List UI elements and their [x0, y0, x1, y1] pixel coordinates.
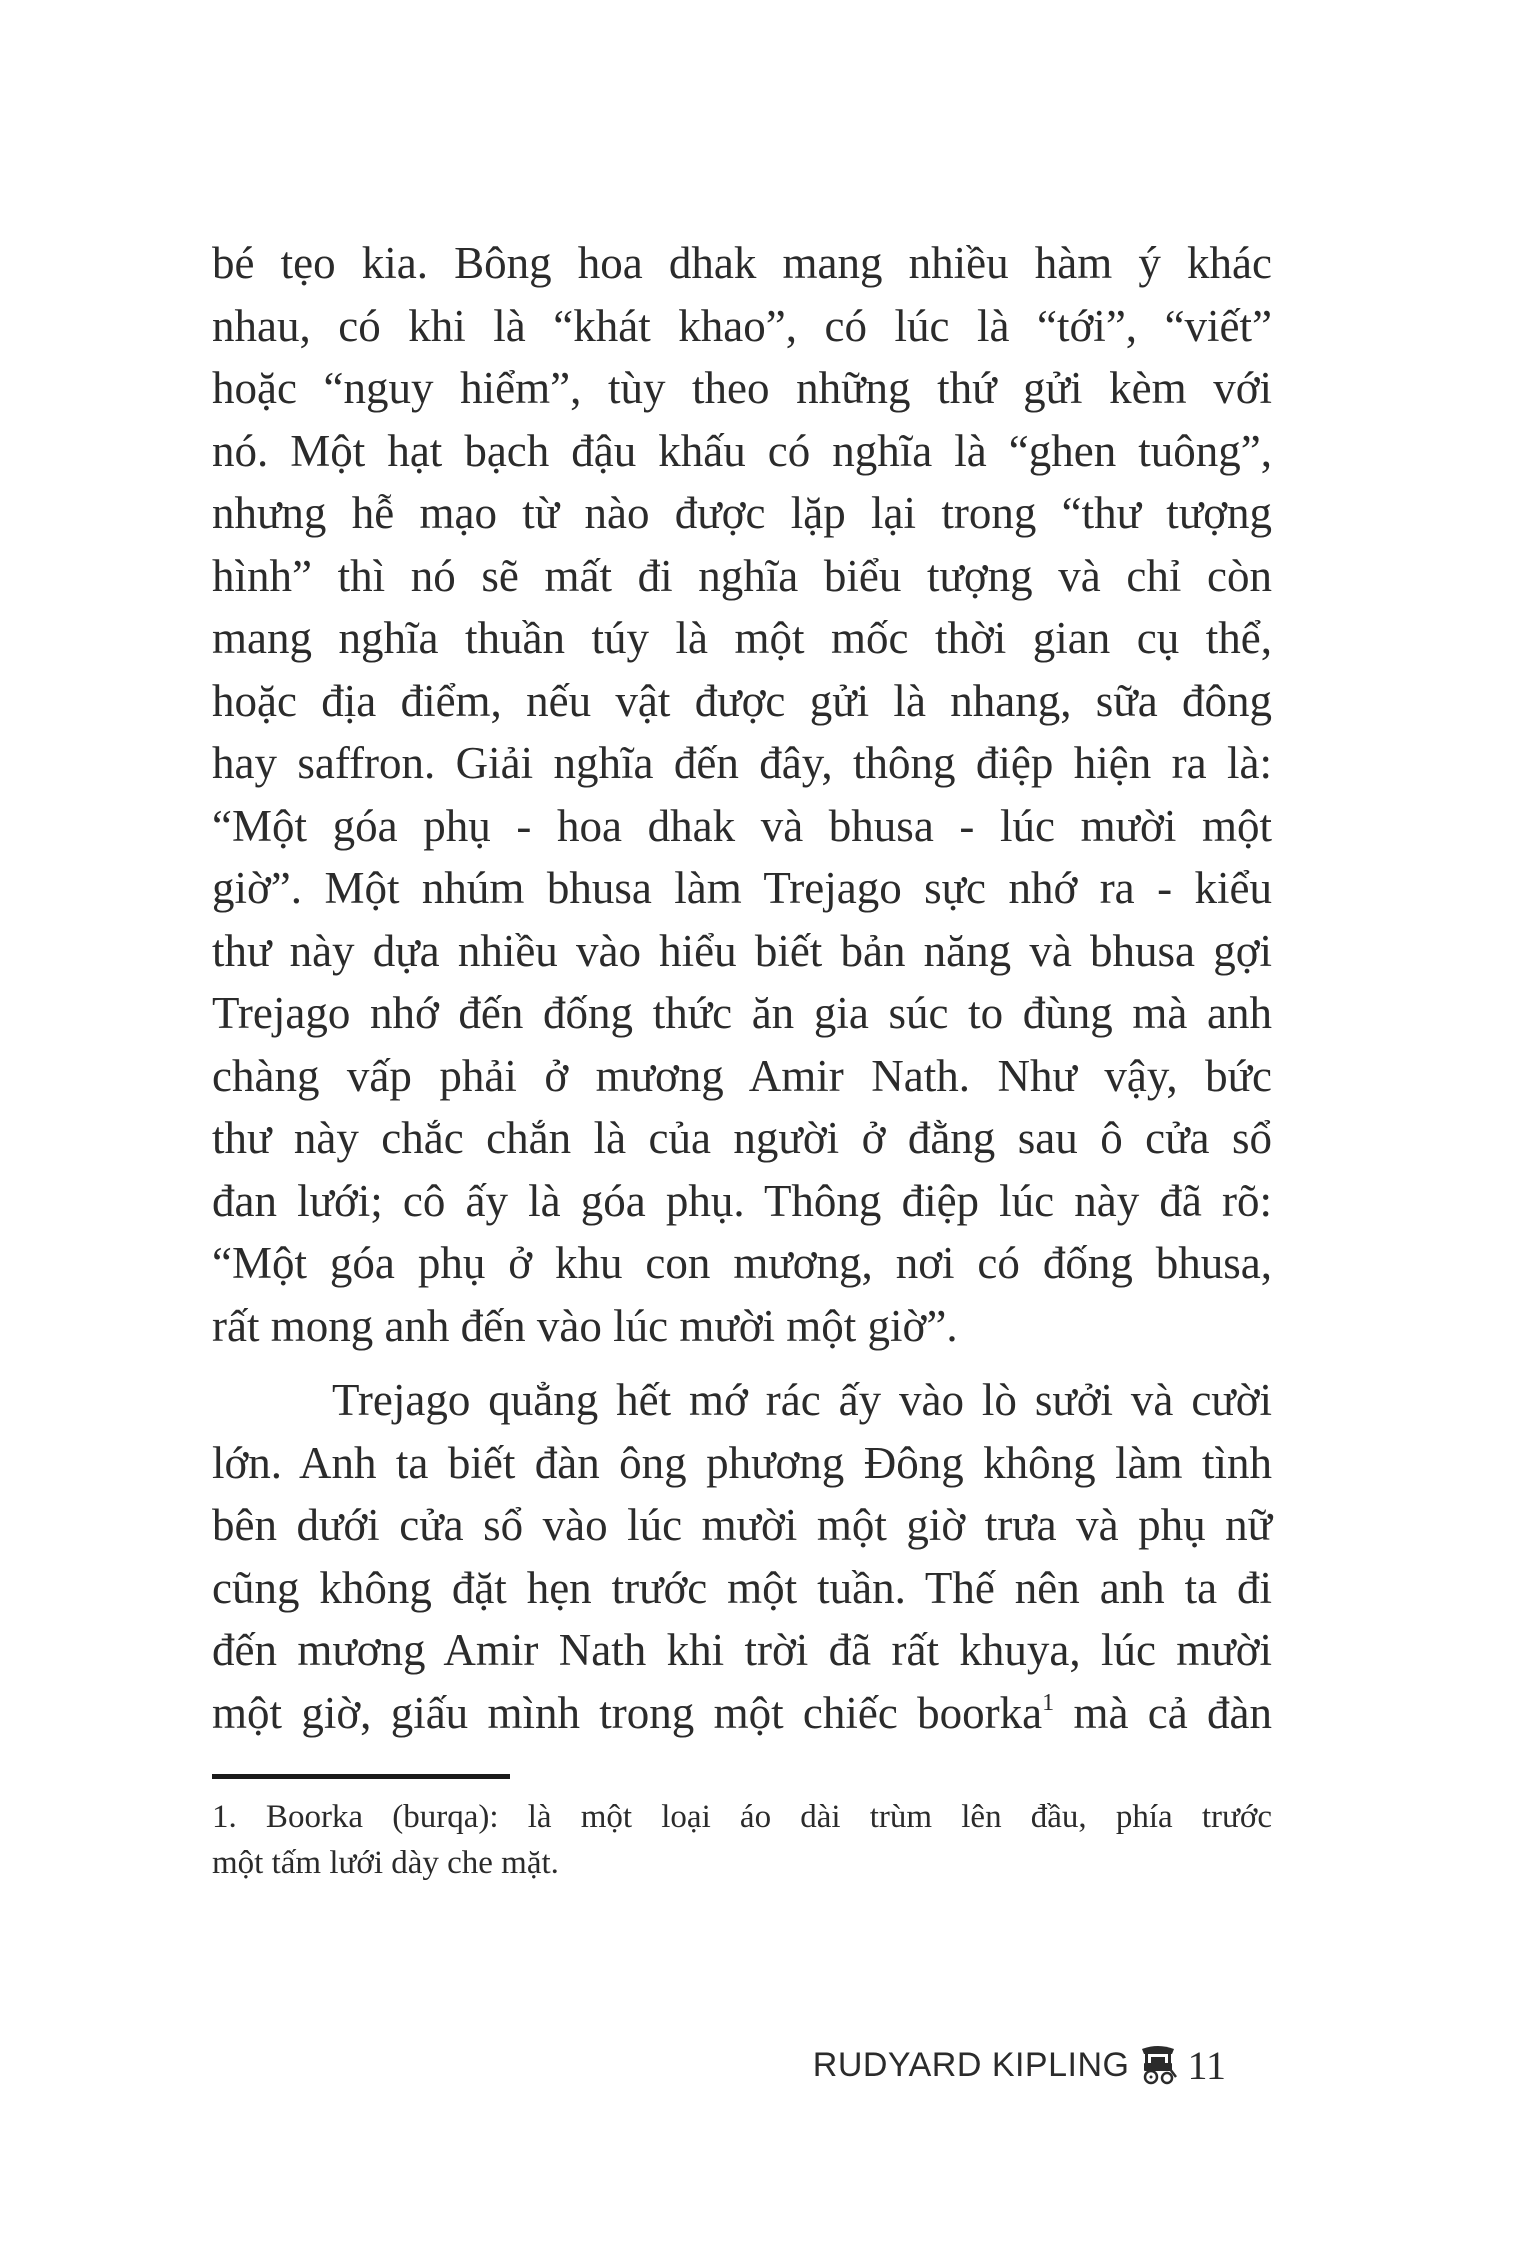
body-text: [212, 232, 1272, 1744]
body-line: chàng vấp phải ở mương Amir Nath. Như vậy, bức: [212, 1050, 1272, 1101]
page-number: 11: [1187, 2042, 1226, 2088]
body-line: thư này dựa nhiều vào hiểu biết bản năng và bhusa gợi: [212, 925, 1272, 976]
footnote-divider: [212, 1774, 510, 1779]
body-line: Trejago nhớ đến đống thức ăn gia súc to đùng mà anh: [212, 988, 1272, 1038]
body-line: hoặc “nguy hiểm”, tùy theo những thứ gửi kèm với: [212, 363, 1272, 413]
body-line: nhau, có khi là “khát khao”, có lúc là “tới”, “viết”: [212, 300, 1272, 351]
footnote-line: một tấm lưới dày che mặt.: [212, 1845, 559, 1881]
body-line: cũng không đặt hẹn trước một tuần. Thế nên anh ta đi: [212, 1562, 1272, 1613]
body-line: hoặc địa điểm, nếu vật được gửi là nhang, sữa đông: [212, 675, 1272, 726]
body-line: đến mương Amir Nath khi trời đã rất khuya, lúc mười: [212, 1625, 1272, 1675]
body-line: nó. Một hạt bạch đậu khấu có nghĩa là “ghen tuông”,: [212, 425, 1272, 476]
footnote: [212, 1794, 1272, 1886]
body-line: mang nghĩa thuần túy là một mốc thời gian cụ thể,: [212, 613, 1272, 663]
author-name: RUDYARD KIPLING: [812, 2045, 1130, 2084]
body-line: “Một góa phụ ở khu con mương, nơi có đống bhusa,: [212, 1238, 1272, 1288]
paragraph-first-line: Trejago quẳng hết mớ rác ấy vào lò sưởi và cười: [332, 1375, 1272, 1425]
footnote-reference[interactable]: 1: [1042, 1689, 1055, 1716]
running-footer: [813, 2041, 1226, 2089]
body-line: bé tẹo kia. Bông hoa dhak mang nhiều hàm ý khác: [212, 238, 1272, 288]
body-line: “Một góa phụ - hoa dhak và bhusa - lúc mười một: [212, 800, 1272, 851]
body-line: bên dưới cửa sổ vào lúc mười một giờ trưa và phụ nữ: [212, 1500, 1272, 1550]
line-text-after-ref: mà cả đàn: [1054, 1687, 1272, 1738]
line-text-before-ref: một giờ, giấu mình trong một chiếc boorka: [212, 1687, 1043, 1738]
body-line: lớn. Anh ta biết đàn ông phương Đông không làm tình: [212, 1437, 1272, 1488]
body-line: giờ”. Một nhúm bhusa làm Trejago sực nhớ ra - kiểu: [212, 863, 1272, 913]
body-line: thư này chắc chắn là của người ở đằng sau ô cửa sổ: [212, 1113, 1272, 1163]
rickshaw-icon: [1139, 2045, 1177, 2085]
body-line: rất mong anh đến vào lúc mười một giờ”.: [212, 1300, 958, 1351]
footnote-line: 1. Boorka (burqa): là một loại áo dài trùm lên đầu, phía trước: [212, 1799, 1272, 1835]
body-line: đan lưới; cô ấy là góa phụ. Thông điệp lúc này đã rõ:: [212, 1175, 1272, 1226]
body-line: hay saffron. Giải nghĩa đến đây, thông điệp hiện ra là:: [212, 738, 1272, 788]
body-line-with-footnote-ref: [212, 1682, 1272, 1745]
body-line: hình” thì nó sẽ mất đi nghĩa biểu tượng và chỉ còn: [212, 550, 1272, 601]
body-line: nhưng hễ mạo từ nào được lặp lại trong “thư tượng: [212, 488, 1272, 538]
